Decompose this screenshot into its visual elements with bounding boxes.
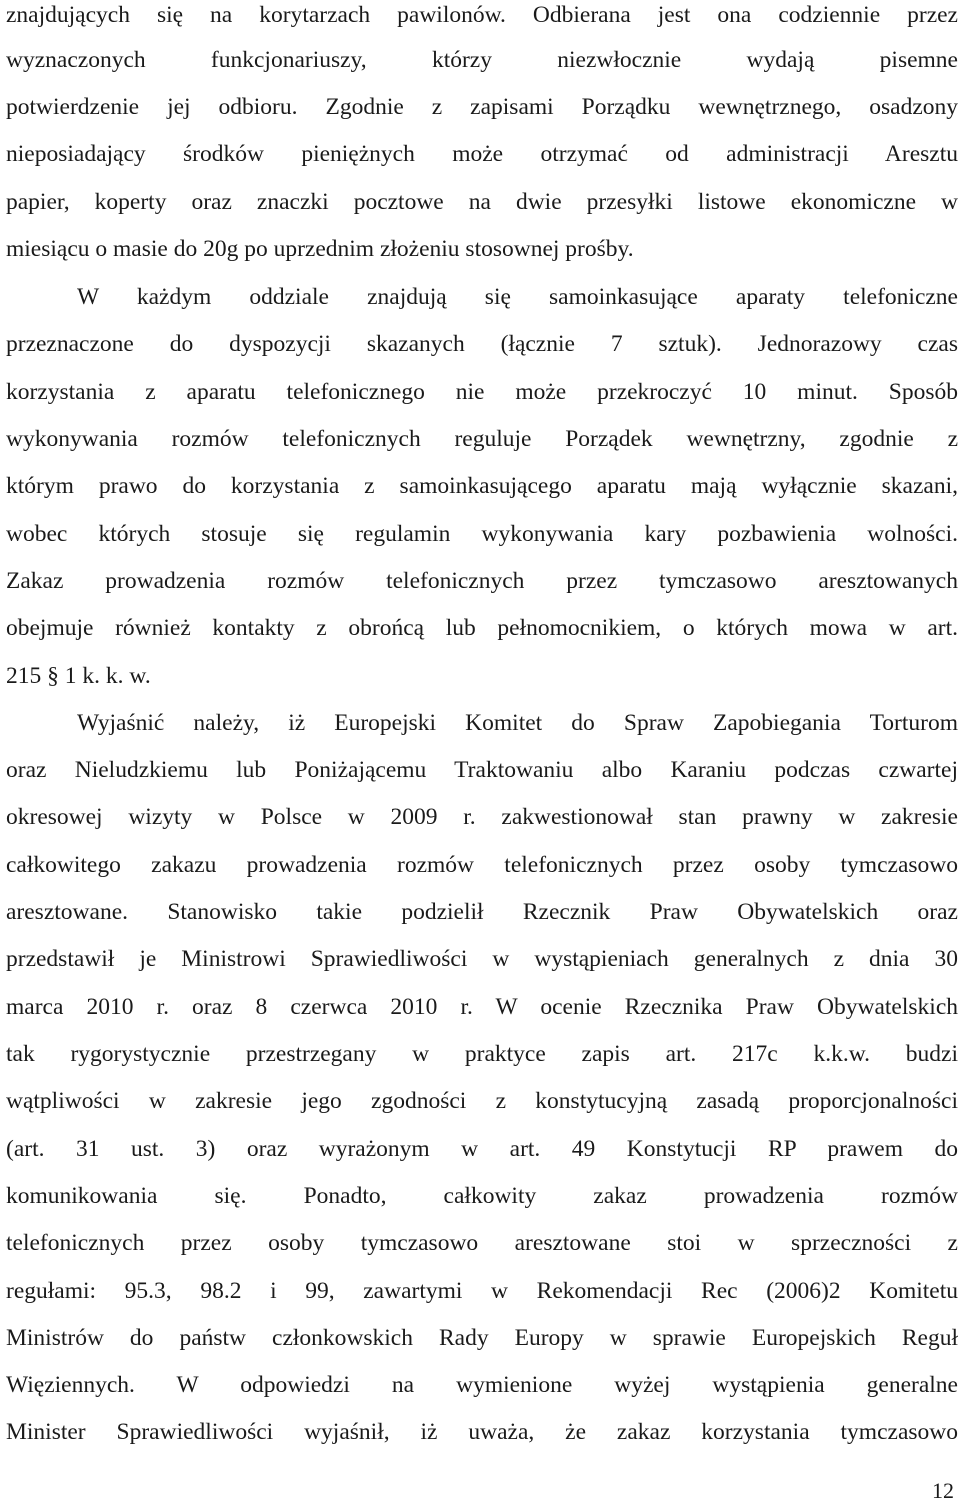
text-line: którym prawo do korzystania z samoinkasującego aparatu mają wyłącznie skazani, xyxy=(6,473,958,499)
text-line: obejmuje również kontakty z obrońcą lub pełnomocnikiem, o których mowa w art. xyxy=(6,615,958,641)
text-line: wątpliwości w zakresie jego zgodności z konstytucyjną zasadą proporcjonalności xyxy=(6,1088,958,1114)
text-line: przedstawił je Ministrowi Sprawiedliwości w wystąpieniach generalnych z dnia 30 xyxy=(6,946,958,972)
text-line: telefonicznych przez osoby tymczasowo aresztowane stoi w sprzeczności z xyxy=(6,1230,958,1256)
text-line: papier, koperty oraz znaczki pocztowe na dwie przesyłki listowe ekonomiczne w xyxy=(6,189,958,215)
text-line: regułami: 95.3, 98.2 i 99, zawartymi w Rekomendacji Rec (2006)2 Komitetu xyxy=(6,1278,958,1304)
text-line: znajdujących się na korytarzach pawilonów. Odbierana jest ona codziennie przez xyxy=(6,2,958,28)
text-line: Zakaz prowadzenia rozmów telefonicznych przez tymczasowo aresztowanych xyxy=(6,568,958,594)
text-line: miesiącu o masie do 20g po uprzednim złożeniu stosownej prośby. xyxy=(6,236,634,262)
text-line: tak rygorystycznie przestrzegany w praktyce zapis art. 217c k.k.w. budzi xyxy=(6,1041,958,1067)
text-line: marca 2010 r. oraz 8 czerwca 2010 r. W ocenie Rzecznika Praw Obywatelskich xyxy=(6,994,958,1020)
text-line: całkowitego zakazu prowadzenia rozmów telefonicznych przez osoby tymczasowo xyxy=(6,852,958,878)
text-line: Ministrów do państw członkowskich Rady Europy w sprawie Europejskich Reguł xyxy=(6,1325,958,1351)
text-line: W każdym oddziale znajdują się samoinkasujące aparaty telefoniczne xyxy=(77,284,958,310)
text-line: (art. 31 ust. 3) oraz wyrażonym w art. 49 Konstytucji RP prawem do xyxy=(6,1136,958,1162)
text-line: aresztowane. Stanowisko takie podzielił Rzecznik Praw Obywatelskich oraz xyxy=(6,899,958,925)
text-line: potwierdzenie jej odbioru. Zgodnie z zapisami Porządku wewnętrznego, osadzony xyxy=(6,94,958,120)
text-line: nieposiadający środków pieniężnych może otrzymać od administracji Aresztu xyxy=(6,141,958,167)
text-line: oraz Nieludzkiemu lub Poniżającemu Traktowaniu albo Karaniu podczas czwartej xyxy=(6,757,958,783)
text-line: korzystania z aparatu telefonicznego nie może przekroczyć 10 minut. Sposób xyxy=(6,379,958,405)
text-line: Minister Sprawiedliwości wyjaśnił, iż uważa, że zakaz korzystania tymczasowo xyxy=(6,1419,958,1445)
text-line: Wyjaśnić należy, iż Europejski Komitet do Spraw Zapobiegania Torturom xyxy=(77,710,958,736)
text-line: komunikowania się. Ponadto, całkowity zakaz prowadzenia rozmów xyxy=(6,1183,958,1209)
text-line: okresowej wizyty w Polsce w 2009 r. zakwestionował stan prawny w zakresie xyxy=(6,804,958,830)
text-line: Więziennych. W odpowiedzi na wymienione wyżej wystąpienia generalne xyxy=(6,1372,958,1398)
text-line: 215 § 1 k. k. w. xyxy=(6,663,151,689)
text-line: wykonywania rozmów telefonicznych reguluje Porządek wewnętrzny, zgodnie z xyxy=(6,426,958,452)
text-line: przeznaczone do dyspozycji skazanych (łącznie 7 sztuk). Jednorazowy czas xyxy=(6,331,958,357)
text-line: wobec których stosuje się regulamin wykonywania kary pozbawienia wolności. xyxy=(6,521,958,547)
text-line: wyznaczonych funkcjonariuszy, którzy niezwłocznie wydają pisemne xyxy=(6,47,958,73)
page-number: 12 xyxy=(932,1478,954,1503)
